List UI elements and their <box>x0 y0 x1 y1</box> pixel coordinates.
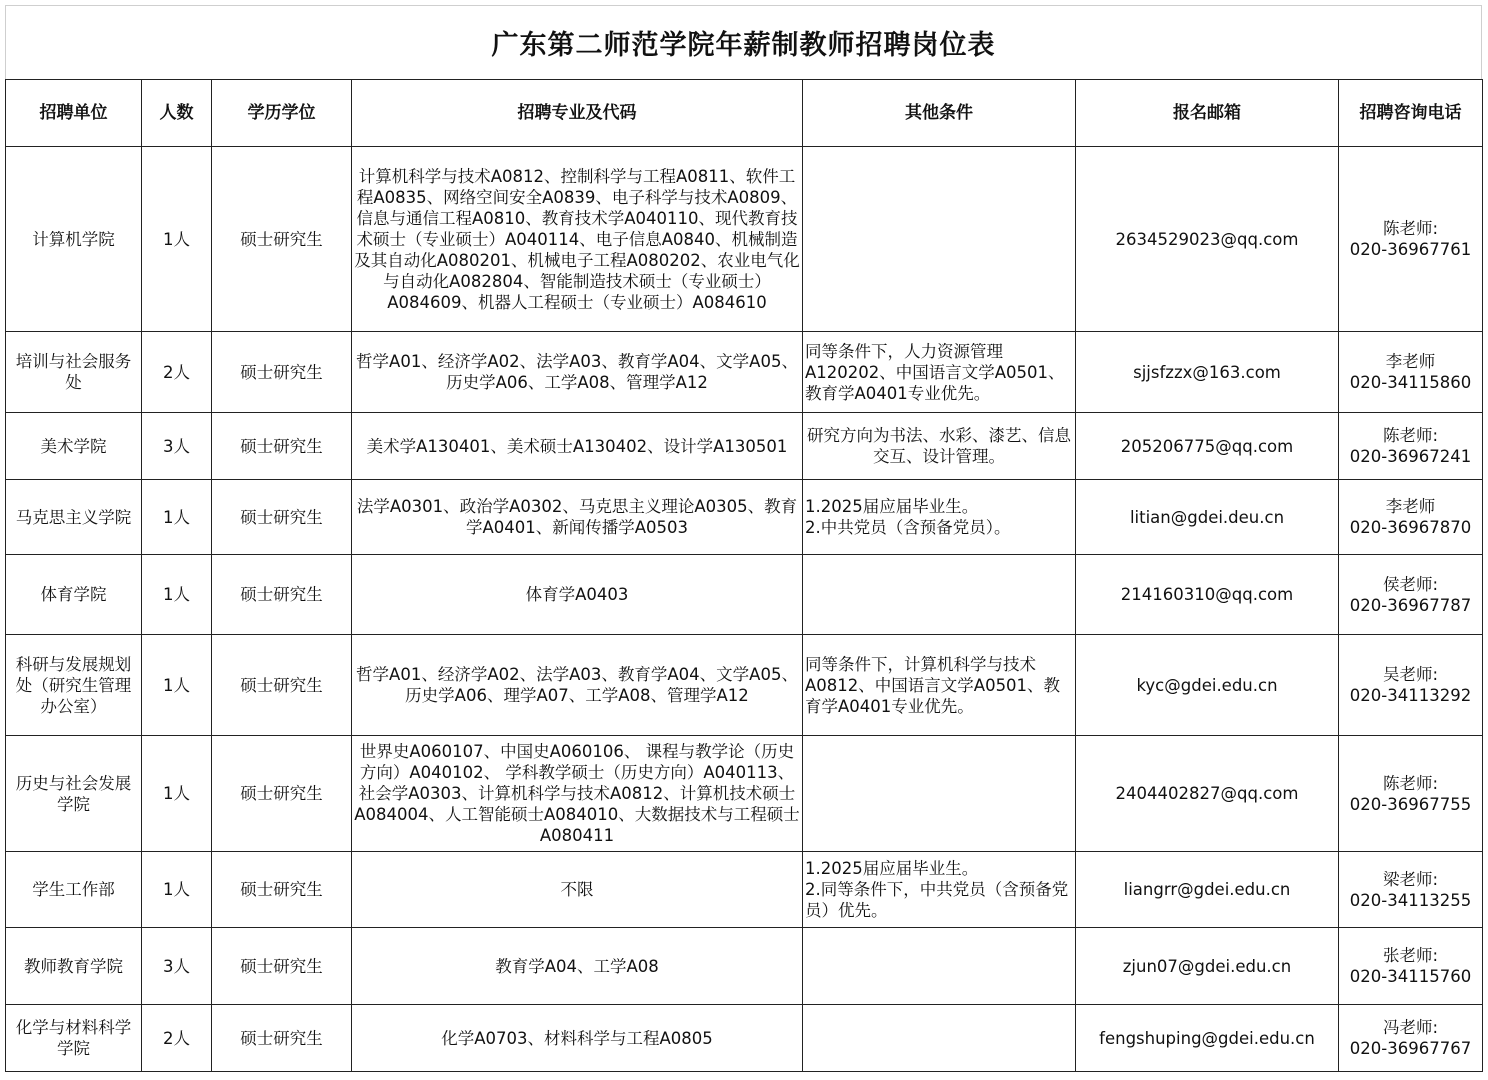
degree-cell: 硕士研究生 <box>212 736 352 852</box>
conditions-cell <box>803 928 1076 1005</box>
phone-cell <box>1339 480 1483 555</box>
conditions-cell: 同等条件下，人力资源管理A120202、中国语言文学A0501、教育学A0401专业优先。 <box>803 332 1076 413</box>
phone-cell <box>1339 413 1483 480</box>
majors-cell: 体育学A0403 <box>352 555 803 635</box>
email-cell: kyc@gdei.edu.cn <box>1076 635 1339 736</box>
contact-name: 李老师 <box>1385 497 1436 516</box>
email-cell: 205206775@qq.com <box>1076 413 1339 480</box>
contact-name: 梁老师: <box>1382 869 1439 889</box>
count-cell: 1人 <box>142 555 212 635</box>
email-cell: litian@gdei.deu.cn <box>1076 480 1339 555</box>
count-cell: 3人 <box>142 413 212 480</box>
majors-cell: 化学A0703、材料科学与工程A0805 <box>352 1005 803 1072</box>
conditions-cell: 研究方向为书法、水彩、漆艺、信息交互、设计管理。 <box>803 413 1076 480</box>
count-cell: 3人 <box>142 928 212 1005</box>
unit-cell: 体育学院 <box>6 555 142 635</box>
phone-cell <box>1339 147 1483 332</box>
phone-cell <box>1339 928 1483 1005</box>
contact-phone: 020-36967755 <box>1349 794 1472 814</box>
count-cell: 2人 <box>142 332 212 413</box>
contact-name: 侯老师: <box>1382 574 1439 594</box>
contact-phone: 020-36967870 <box>1349 518 1472 537</box>
header-conditions: 其他条件 <box>803 80 1076 147</box>
recruitment-sheet <box>5 5 1482 1072</box>
majors-cell: 哲学A01、经济学A02、法学A03、教育学A04、文学A05、历史学A06、工学A08、管理学A12 <box>352 332 803 413</box>
contact-phone: 020-36967767 <box>1349 1039 1472 1058</box>
table-row <box>6 332 1483 413</box>
contact-name: 陈老师: <box>1382 426 1439 445</box>
count-cell: 1人 <box>142 736 212 852</box>
table-row <box>6 555 1483 635</box>
table-row <box>6 736 1483 852</box>
unit-cell: 计算机学院 <box>6 147 142 332</box>
conditions-cell <box>803 736 1076 852</box>
table-row <box>6 147 1483 332</box>
header-degree: 学历学位 <box>212 80 352 147</box>
majors-cell: 法学A0301、政治学A0302、马克思主义理论A0305、教育学A0401、新闻传播学A0503 <box>352 480 803 555</box>
count-cell: 1人 <box>142 147 212 332</box>
contact-name: 吴老师: <box>1382 665 1439 684</box>
contact-phone: 020-34113255 <box>1349 890 1472 910</box>
contact-name: 陈老师: <box>1382 773 1439 793</box>
majors-cell: 美术学A130401、美术硕士A130402、设计学A130501 <box>352 413 803 480</box>
header-email: 报名邮箱 <box>1076 80 1339 147</box>
page-title: 广东第二师范学院年薪制教师招聘岗位表 <box>491 30 996 61</box>
email-cell: sjjsfzzx@163.com <box>1076 332 1339 413</box>
count-cell: 2人 <box>142 1005 212 1072</box>
contact-phone: 020-34115760 <box>1349 967 1472 986</box>
unit-cell: 化学与材料科学学院 <box>6 1005 142 1072</box>
table-row <box>6 928 1483 1005</box>
email-cell: 214160310@qq.com <box>1076 555 1339 635</box>
degree-cell: 硕士研究生 <box>212 332 352 413</box>
contact-phone: 020-34113292 <box>1349 686 1472 705</box>
unit-cell: 历史与社会发展学院 <box>6 736 142 852</box>
email-cell: 2634529023@qq.com <box>1076 147 1339 332</box>
count-cell: 1人 <box>142 852 212 928</box>
table-row <box>6 1005 1483 1072</box>
conditions-cell <box>803 555 1076 635</box>
title-bar <box>5 5 1482 79</box>
phone-cell <box>1339 635 1483 736</box>
header-phone: 招聘咨询电话 <box>1339 80 1483 147</box>
majors-cell: 世界史A060107、中国史A060106、 课程与教学论（历史方向）A040102、 学科教学硕士（历史方向）A040113、社会学A0303、计算机科学与技术A0812、计算机技术硕士A084004、人工智能硕士A084010、大数据技术与工程硕士A080411 <box>352 736 803 852</box>
contact-name: 张老师: <box>1382 946 1439 965</box>
email-cell: 2404402827@qq.com <box>1076 736 1339 852</box>
degree-cell: 硕士研究生 <box>212 555 352 635</box>
email-cell: fengshuping@gdei.edu.cn <box>1076 1005 1339 1072</box>
conditions-cell: 1.2025届应届毕业生。 2.同等条件下，中共党员（含预备党员）优先。 <box>803 852 1076 928</box>
recruitment-table <box>5 79 1483 1072</box>
degree-cell: 硕士研究生 <box>212 480 352 555</box>
header-majors: 招聘专业及代码 <box>352 80 803 147</box>
degree-cell: 硕士研究生 <box>212 928 352 1005</box>
header-row <box>6 80 1483 147</box>
majors-cell: 不限 <box>352 852 803 928</box>
table-row <box>6 413 1483 480</box>
email-cell: zjun07@gdei.edu.cn <box>1076 928 1339 1005</box>
contact-phone: 020-34115860 <box>1349 373 1472 392</box>
unit-cell: 马克思主义学院 <box>6 480 142 555</box>
conditions-cell: 同等条件下，计算机科学与技术A0812、中国语言文学A0501、教育学A0401专业优先。 <box>803 635 1076 736</box>
phone-cell <box>1339 555 1483 635</box>
unit-cell: 培训与社会服务处 <box>6 332 142 413</box>
email-cell: liangrr@gdei.edu.cn <box>1076 852 1339 928</box>
unit-cell: 科研与发展规划处（研究生管理办公室） <box>6 635 142 736</box>
count-cell: 1人 <box>142 480 212 555</box>
conditions-cell <box>803 1005 1076 1072</box>
conditions-cell: 1.2025届应届毕业生。 2.中共党员（含预备党员）。 <box>803 480 1076 555</box>
conditions-cell <box>803 147 1076 332</box>
majors-cell: 计算机科学与技术A0812、控制科学与工程A0811、软件工程A0835、网络空间安全A0839、电子科学与技术A0809、信息与通信工程A0810、教育技术学A040110、现代教育技术硕士（专业硕士）A040114、电子信息A0840、机械制造及其自动化A080201、机械电子工程A080202、农业电气化与自动化A082804、智能制造技术硕士（专业硕士）A084609、机器人工程硕士（专业硕士）A084610 <box>352 147 803 332</box>
table-row <box>6 852 1483 928</box>
contact-phone: 020-36967761 <box>1349 240 1472 259</box>
phone-cell <box>1339 852 1483 928</box>
majors-cell: 教育学A04、工学A08 <box>352 928 803 1005</box>
degree-cell: 硕士研究生 <box>212 413 352 480</box>
phone-cell <box>1339 1005 1483 1072</box>
degree-cell: 硕士研究生 <box>212 635 352 736</box>
header-count: 人数 <box>142 80 212 147</box>
degree-cell: 硕士研究生 <box>212 1005 352 1072</box>
phone-cell <box>1339 736 1483 852</box>
table-row <box>6 635 1483 736</box>
contact-phone: 020-36967241 <box>1349 447 1472 466</box>
unit-cell: 美术学院 <box>6 413 142 480</box>
table-row <box>6 480 1483 555</box>
contact-name: 冯老师: <box>1382 1018 1439 1037</box>
contact-name: 李老师 <box>1385 352 1436 371</box>
degree-cell: 硕士研究生 <box>212 852 352 928</box>
degree-cell: 硕士研究生 <box>212 147 352 332</box>
majors-cell: 哲学A01、经济学A02、法学A03、教育学A04、文学A05、历史学A06、理学A07、工学A08、管理学A12 <box>352 635 803 736</box>
contact-phone: 020-36967787 <box>1349 595 1472 615</box>
count-cell: 1人 <box>142 635 212 736</box>
contact-name: 陈老师: <box>1382 219 1439 238</box>
unit-cell: 教师教育学院 <box>6 928 142 1005</box>
header-unit: 招聘单位 <box>6 80 142 147</box>
phone-cell <box>1339 332 1483 413</box>
unit-cell: 学生工作部 <box>6 852 142 928</box>
